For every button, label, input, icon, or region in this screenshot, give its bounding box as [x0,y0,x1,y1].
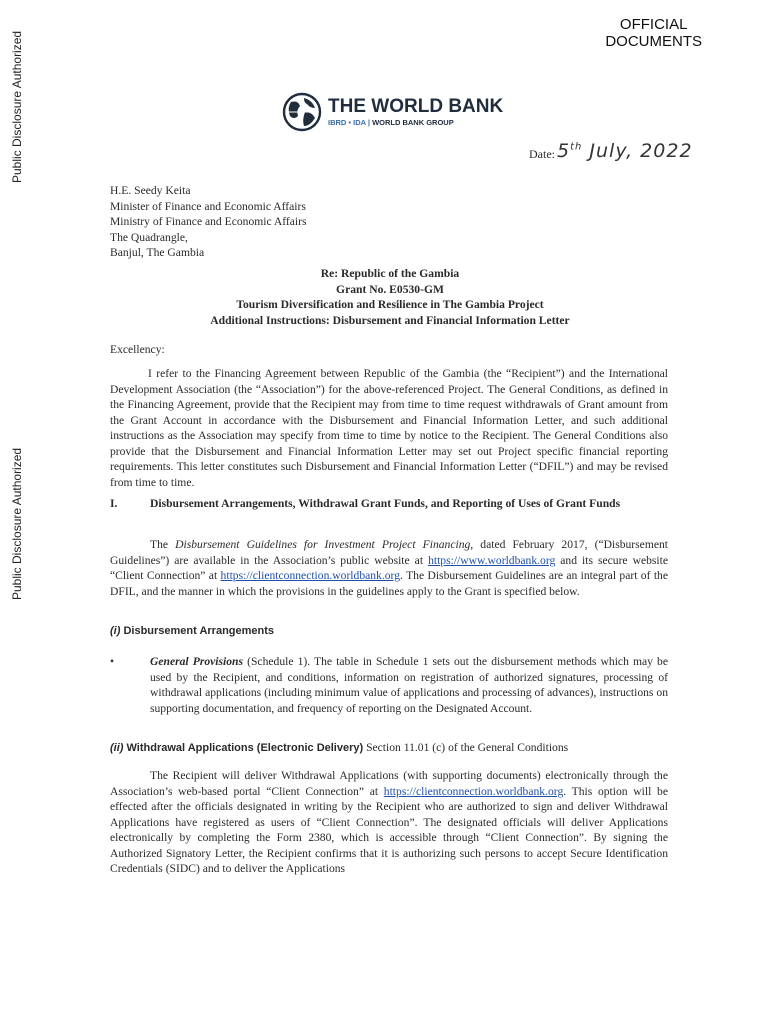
subject-line: Re: Republic of the Gambia [320,267,460,280]
bullet-point: • [110,655,115,668]
subject-block [110,266,670,328]
disclosure-margin-label-top: Public Disclosure Authorized [10,30,24,183]
address-line: H.E. Seedy Keita [110,184,191,197]
guidelines-title: Disbursement Guidelines for Investment Project Financing, [175,538,474,551]
bank-name: THE WORLD BANK [328,96,504,117]
electronic-delivery-paragraph: The Recipient will deliver Withdrawal Applications (with supporting documents) electronically through the Association’s web-based portal “Client Connection” at https://clientconnection.worldbank.org. This option will be effected after the officials designated in writing by the Recipient who are authorized to sign and deliver Withdrawal Applications have registered as users of “Client Connection”. The designated officials will deliver Applications electronically by completing the Form 2380, which is accessible through “Client Connection”. By signing the Authorized Signatory Letter, the Recipient confirms that it is authorizing such persons to accept Secure Identification Credentials (SIDC) and to deliver the Applications [110,769,668,875]
stamp-line-1: OFFICIAL [619,16,688,33]
official-documents-stamp [605,16,702,50]
intro-paragraph: I refer to the Financing Agreement between Republic of the Gambia (the “Recipient”) and the International Development Association (the “Association”) for the above-referenced Project. The General Conditions, as defined in the Financing Agreement, provide that the Recipient may from time to time request withdrawals of Grant amount from the Grant Account in accordance with the Disbursement and Financial Information Letter, and such additional instructions as the Association may specify from time to time by notice to the Recipient. The General Conditions also provide that the Disbursement and Financial Information Letter may set out Project specific financial reporting requirements. This letter constitutes such Disbursement and Financial Information Letter (“DFIL”) and may be revised from time to time. [110,367,668,489]
subheading-withdrawal-applications: (ii) Withdrawal Applications (Electronic Delivery) Section 11.01 (c) of the General Conditions [110,741,569,754]
address-line: Banjul, The Gambia [110,246,205,259]
address-line: Ministry of Finance and Economic Affairs [110,215,307,228]
worldbank-website-link[interactable]: https://www.worldbank.org [428,553,556,567]
letter-date [529,140,693,162]
stamp-line-2: DOCUMENTS [605,33,702,50]
subject-line: Additional Instructions: Disbursement and Financial Information Letter [210,313,570,327]
globe-icon [282,92,322,132]
disclosure-margin-label-middle: Public Disclosure Authorized [10,447,24,600]
address-line: The Quadrangle, [110,230,188,244]
list-item [110,654,668,716]
section-heading [110,496,668,512]
section-title: Disbursement Arrangements, Withdrawal Grant Funds, and Reporting of Uses of Grant Funds [150,497,621,510]
subject-line: Grant No. E0530-GM [336,282,444,296]
guidelines-paragraph: The Disbursement Guidelines for Investment Project Financing, dated February 2017, (“Disbursement Guidelines”) are available in the Association’s public website at https://www.worldbank.org and its secure website “Client Connection” at https://clientconnection.worldbank.org. The Disbursement Guidelines are an integral part of the DFIL, and the manner in which the provisions in the guidelines apply to the Grant is specified below. [110,538,669,598]
ibrd-label: IBRD [328,118,347,127]
world-bank-logo [282,92,503,132]
salutation: Excellency: [110,343,165,356]
bank-subtitle: IBRD • IDA | WORLD BANK GROUP [328,118,454,127]
recipient-address [110,183,307,261]
subheading-disbursement-arrangements: (i) Disbursement Arrangements [110,625,275,637]
bullet-lead: General Provisions [150,655,244,668]
section-number: I. [110,497,118,510]
subject-line: Tourism Diversification and Resilience in The Gambia Project [236,298,544,311]
ida-label: IDA [353,118,366,127]
date-label: Date: [529,147,555,161]
client-connection-link[interactable]: https://clientconnection.worldbank.org [220,569,401,582]
address-line: Minister of Finance and Economic Affairs [110,199,306,213]
bullet-text: (Schedule 1). The table in Schedule 1 sets out the disbursement methods which may be used by the Recipient, and conditions, information on registration of authorized signatures, processing of withdrawal applications (including minimum value of applications and processing of advances), instructions on supporting documentation, and frequency of reporting on the Designated Account. [150,655,668,715]
group-label: WORLD BANK GROUP [372,118,454,127]
handwritten-date: 5th July, 2022 [557,140,693,162]
client-connection-link-2[interactable]: https://clientconnection.worldbank.org [383,784,564,798]
